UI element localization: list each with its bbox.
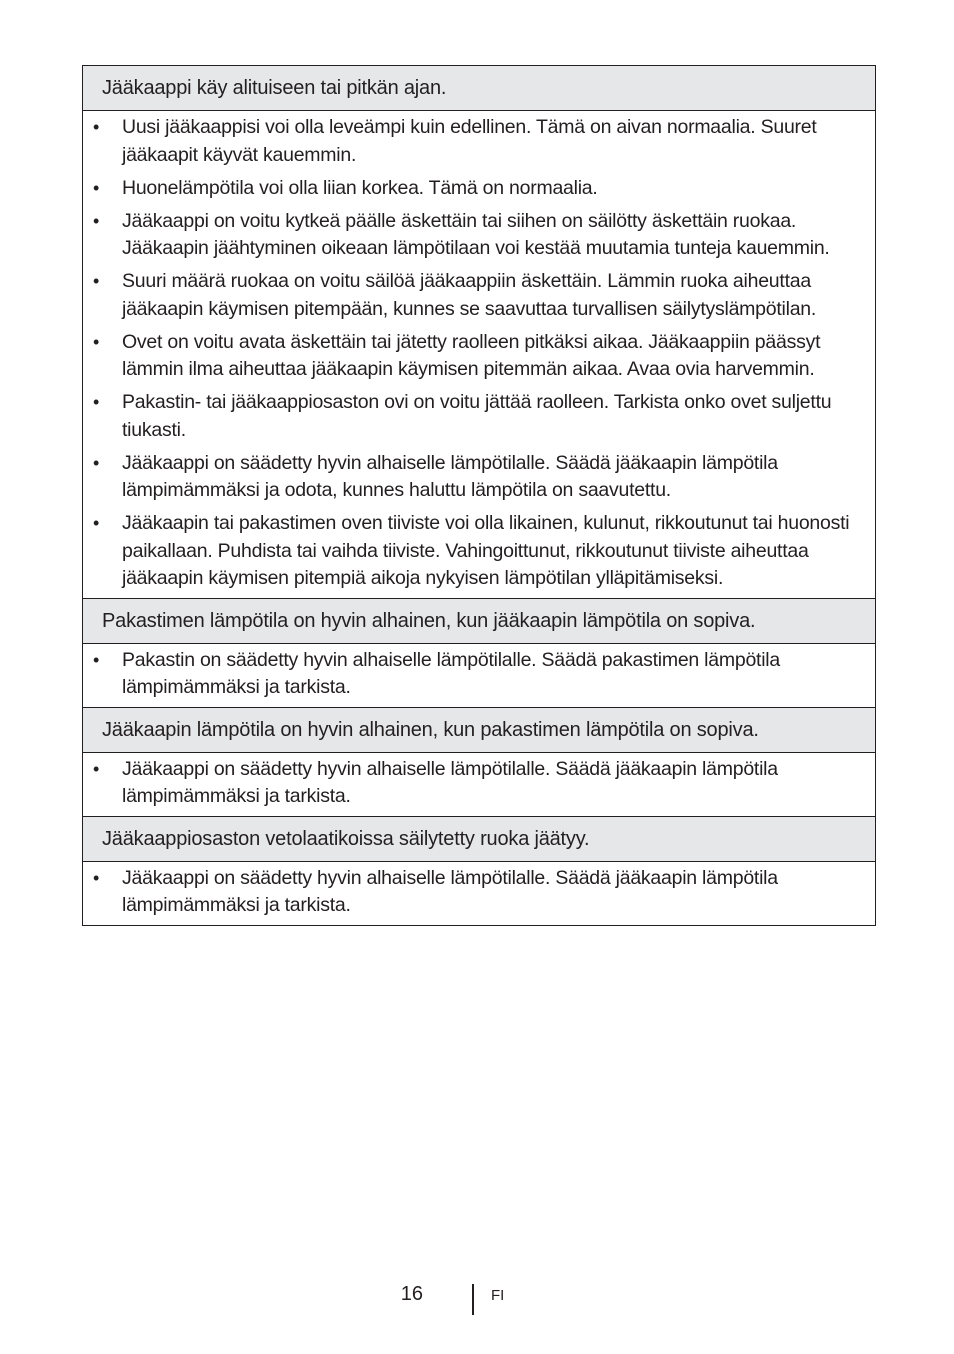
- section-body-runs-continuously: [83, 111, 875, 599]
- bullet-icon: •: [93, 271, 100, 291]
- page-number: 16: [400, 1283, 423, 1305]
- section-header-text: Pakastimen lämpötila on hyvin alhainen, kun jääkaapin lämpötila on sopiva.: [102, 609, 756, 632]
- bullet-icon: •: [93, 177, 100, 198]
- list-item: [88, 510, 869, 593]
- list-item: [88, 268, 869, 323]
- section-header-text: Jääkaappi käy alituiseen tai pitkän ajan.: [102, 77, 447, 99]
- bullet-list: [88, 865, 869, 920]
- bullet-icon: •: [93, 513, 100, 533]
- footer-divider: [472, 1284, 474, 1315]
- list-item: [88, 389, 869, 444]
- list-item: [88, 114, 869, 169]
- list-item: [88, 208, 869, 263]
- list-item-text: Suuri määrä ruokaa on voitu säilöä jääkaappiin äskettäin. Lämmin ruoka aiheuttaa jääkaapin käymisen pitempään, kunnes se saavuttaa turvallisen säilytyslämpötilan.: [122, 270, 817, 320]
- section-header-freezer-too-cold: [83, 599, 875, 644]
- list-item-text: Uusi jääkaappisi voi olla leveämpi kuin edellinen. Tämä on aivan normaalia. Suuret jääkaapit käyvät kauemmin.: [122, 116, 817, 166]
- section-header-runs-continuously: [83, 66, 875, 111]
- list-item: [88, 647, 869, 702]
- bullet-icon: •: [93, 210, 100, 231]
- bullet-icon: •: [93, 649, 100, 670]
- bullet-list: [88, 756, 869, 811]
- list-item-text: Jääkaappi on voitu kytkeä päälle äskettäin tai siihen on säilötty äskettäin ruokaa. Jääkaapin jäähtyminen oikeaan lämpötilaan voi kestää muutamia tunteja kauemmin.: [122, 209, 830, 259]
- bullet-icon: •: [93, 867, 100, 888]
- bullet-list: [88, 647, 869, 702]
- bullet-icon: •: [93, 452, 100, 473]
- list-item-text: Pakastin on säädetty hyvin alhaiselle lämpötilalle. Säädä pakastimen lämpötila lämpimämmäksi ja tarkista.: [122, 648, 780, 698]
- list-item-text: Jääkaappi on säädetty hyvin alhaiselle lämpötilalle. Säädä jääkaapin lämpötila lämpimämmäksi ja tarkista.: [122, 757, 778, 807]
- section-body-fridge-too-cold: [83, 753, 875, 817]
- list-item: [88, 450, 869, 505]
- section-header-fridge-too-cold: [83, 708, 875, 753]
- bullet-icon: •: [93, 117, 100, 137]
- language-code: FI: [491, 1287, 505, 1304]
- section-body-drawer-food-freezes: [83, 862, 875, 925]
- list-item-text: Jääkaappi on säädetty hyvin alhaiselle lämpötilalle. Säädä jääkaapin lämpötila lämpimämmäksi ja odota, kunnes haluttu lämpötila on saavutettu.: [122, 451, 778, 501]
- section-header-drawer-food-freezes: [83, 817, 875, 862]
- list-item-text: Pakastin- tai jääkaappiosaston ovi on voitu jättää raolleen. Tarkista onko ovet suljettu tiukasti.: [122, 391, 832, 441]
- bullet-icon: •: [93, 331, 100, 352]
- list-item: [88, 175, 869, 203]
- list-item: [88, 329, 869, 384]
- bullet-list: [88, 114, 869, 593]
- troubleshooting-table: [82, 65, 876, 926]
- list-item: [88, 756, 869, 811]
- section-header-text: Jääkaappiosaston vetolaatikoissa säilytetty ruoka jäätyy.: [102, 827, 590, 850]
- section-body-freezer-too-cold: [83, 644, 875, 708]
- list-item-text: Jääkaappi on säädetty hyvin alhaiselle lämpötilalle. Säädä jääkaapin lämpötila lämpimämmäksi ja tarkista.: [122, 866, 778, 916]
- bullet-icon: •: [93, 392, 100, 412]
- list-item: [88, 865, 869, 920]
- list-item-text: Ovet on voitu avata äskettäin tai jätetty raolleen pitkäksi aikaa. Jääkaappiin päässyt lämmin ilma aiheuttaa jääkaapin käymisen pitemmän aikaa. Avaa ovia harvemmin.: [122, 330, 821, 380]
- page-footer: [0, 1282, 954, 1316]
- list-item-text: Jääkaapin tai pakastimen oven tiiviste voi olla likainen, kulunut, rikkoutunut tai huonosti paikallaan. Puhdista tai vaihda tiiviste. Vahingoittunut, rikkoutunut tiiviste aiheuttaa jääkaapin käymisen pitempiä aikoja nykyisen lämpötilan ylläpitämiseksi.: [122, 512, 850, 589]
- list-item-text: Huonelämpötila voi olla liian korkea. Tämä on normaalia.: [122, 176, 598, 199]
- section-header-text: Jääkaapin lämpötila on hyvin alhainen, kun pakastimen lämpötila on sopiva.: [102, 718, 759, 741]
- bullet-icon: •: [93, 758, 100, 779]
